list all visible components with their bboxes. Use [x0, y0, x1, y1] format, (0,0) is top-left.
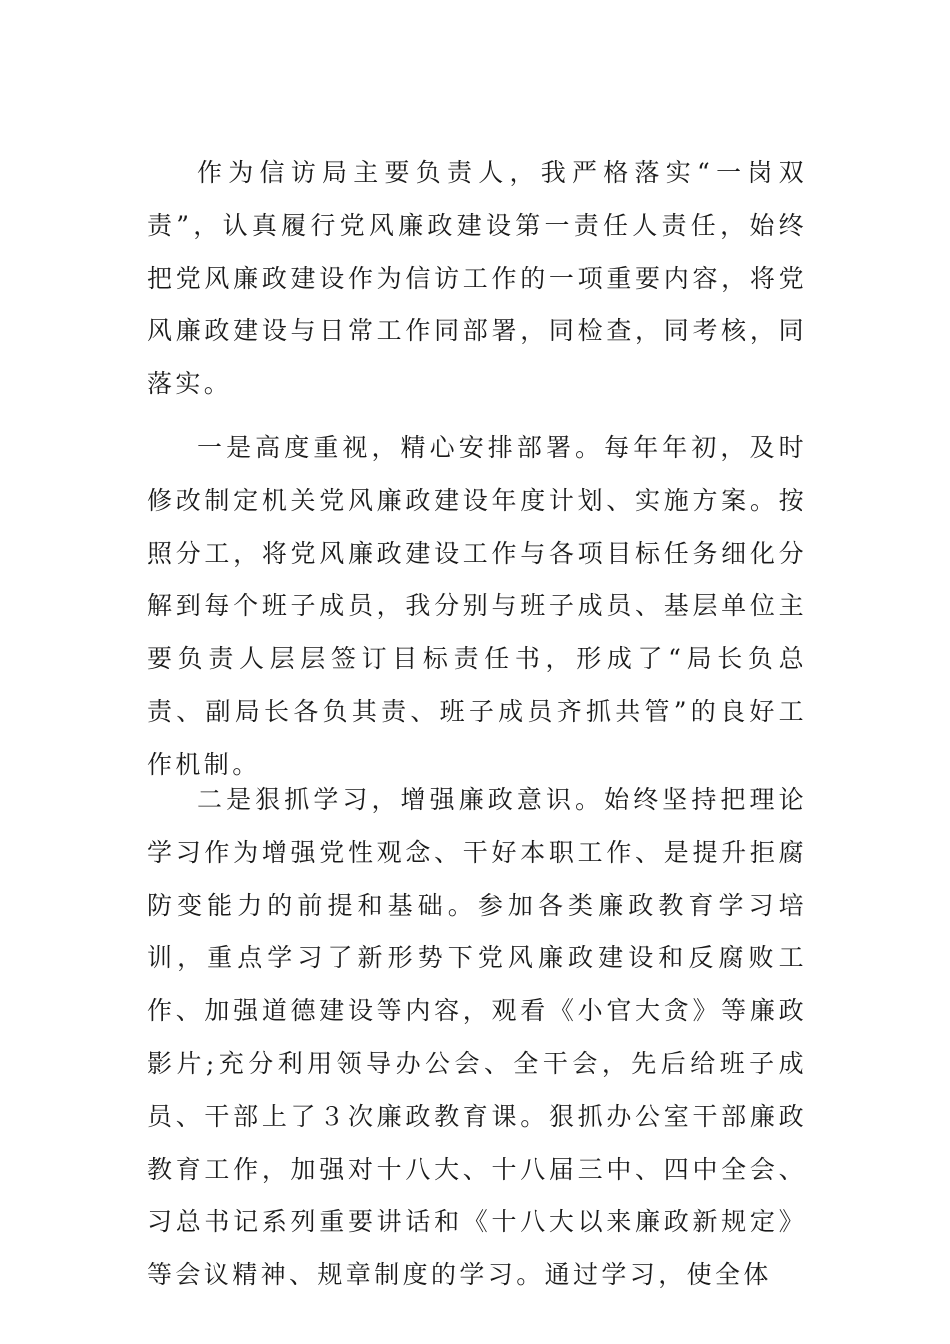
paragraph-text: 二是狠抓学习，增强廉政意识。始终坚持把理论学习作为增强党性观念、干好本职工作、是提升拒腐防变能力的前提和基础。参加各类廉政教育学习培训，重点学习了新形势下党风廉政建设和反腐败工作、加强道德建设等内容，观看《小官大贪》等廉政影片;充分利用领导办公会、全干会，先后给班子成员、干部上了３次廉政教育课。狠抓办公室干部廉政教育工作，加强对十八大、十八届三中、四中全会、习总书记系列重要讲话和《十八大以来廉政新规定》等会议精神、规章制度的学习。通过学习，使全体	[147, 785, 807, 1290]
paragraph-study	[147, 774, 807, 1302]
paragraph-deployment	[147, 422, 807, 792]
paragraph-text: 作为信访局主要负责人，我严格落实“一岗双责”，认真履行党风廉政建设第一责任人责任，始终把党风廉政建设作为信访工作的一项重要内容，将党风廉政建设与日常工作同部署，同检查，同考核，同落实。	[147, 158, 807, 399]
paragraph-responsibility	[147, 147, 807, 411]
paragraph-text: 一是高度重视，精心安排部署。每年年初，及时修改制定机关党风廉政建设年度计划、实施方案。按照分工，将党风廉政建设工作与各项目标任务细化分解到每个班子成员，我分别与班子成员、基层单位主要负责人层层签订目标责任书，形成了“局长负总责、副局长各负其责、班子成员齐抓共管”的良好工作机制。	[147, 433, 807, 779]
